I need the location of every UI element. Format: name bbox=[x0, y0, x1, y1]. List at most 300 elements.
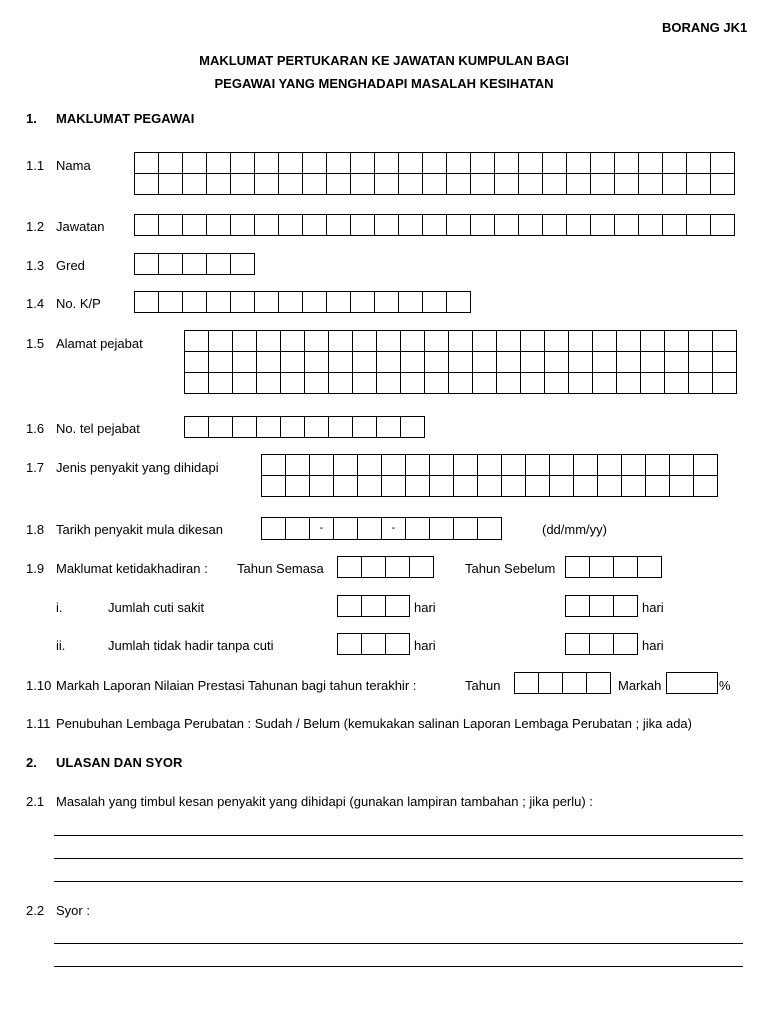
input-cell[interactable] bbox=[255, 215, 279, 236]
input-cell[interactable] bbox=[598, 455, 622, 476]
input-cell[interactable] bbox=[423, 153, 447, 174]
input-cell[interactable] bbox=[447, 292, 471, 313]
input-cell[interactable] bbox=[386, 596, 410, 617]
input-cell[interactable] bbox=[327, 292, 351, 313]
input-cell[interactable] bbox=[327, 174, 351, 195]
input-cell[interactable] bbox=[303, 215, 327, 236]
input-cell[interactable] bbox=[663, 174, 687, 195]
input-cell[interactable] bbox=[329, 352, 353, 373]
input-cell[interactable] bbox=[207, 215, 231, 236]
input-cell[interactable] bbox=[279, 215, 303, 236]
input-cell[interactable] bbox=[279, 292, 303, 313]
input-cell[interactable] bbox=[375, 174, 399, 195]
input-cell[interactable] bbox=[401, 331, 425, 352]
alamat-grid[interactable] bbox=[184, 330, 737, 394]
input-cell[interactable] bbox=[593, 331, 617, 352]
input-cell[interactable] bbox=[386, 634, 410, 655]
input-cell[interactable] bbox=[159, 174, 183, 195]
input-cell[interactable] bbox=[622, 476, 646, 497]
input-cell[interactable] bbox=[639, 174, 663, 195]
input-cell[interactable] bbox=[329, 331, 353, 352]
input-cell[interactable] bbox=[590, 634, 614, 655]
input-cell[interactable] bbox=[375, 215, 399, 236]
input-cell[interactable] bbox=[593, 373, 617, 394]
input-cell[interactable] bbox=[521, 352, 545, 373]
input-cell[interactable] bbox=[327, 153, 351, 174]
date-grid[interactable] bbox=[261, 517, 502, 540]
field-1-11-label: Penubuhan Lembaga Perubatan : Sudah / Belum (kemukakan salinan Laporan Lembaga Perubatan ; jika ada) bbox=[56, 716, 692, 731]
appraisal-score-box[interactable] bbox=[666, 672, 718, 694]
input-cell[interactable] bbox=[338, 557, 362, 578]
input-cell[interactable] bbox=[262, 455, 286, 476]
input-cell[interactable] bbox=[375, 292, 399, 313]
sick-leave-current-grid[interactable] bbox=[337, 595, 410, 617]
input-cell[interactable] bbox=[550, 455, 574, 476]
input-cell[interactable] bbox=[449, 373, 473, 394]
answer-line[interactable] bbox=[54, 858, 743, 859]
previous-year-label: Tahun Sebelum bbox=[465, 561, 556, 576]
input-cell[interactable] bbox=[410, 557, 434, 578]
input-cell[interactable] bbox=[231, 292, 255, 313]
input-cell[interactable] bbox=[362, 634, 386, 655]
input-cell[interactable] bbox=[185, 352, 209, 373]
input-cell[interactable] bbox=[310, 476, 334, 497]
input-cell[interactable] bbox=[567, 153, 591, 174]
input-cell[interactable] bbox=[233, 417, 257, 438]
field-1-9-label: Maklumat ketidakhadiran : bbox=[56, 561, 208, 576]
input-cell[interactable] bbox=[641, 331, 665, 352]
input-cell[interactable] bbox=[521, 373, 545, 394]
input-cell[interactable] bbox=[574, 476, 598, 497]
input-cell[interactable] bbox=[591, 153, 615, 174]
input-cell[interactable] bbox=[286, 476, 310, 497]
input-cell[interactable] bbox=[638, 557, 662, 578]
input-cell[interactable] bbox=[447, 215, 471, 236]
input-cell[interactable] bbox=[425, 331, 449, 352]
input-cell[interactable] bbox=[447, 153, 471, 174]
input-cell[interactable] bbox=[711, 215, 735, 236]
input-cell[interactable] bbox=[425, 373, 449, 394]
penyakit-grid[interactable] bbox=[261, 454, 718, 497]
input-cell[interactable] bbox=[209, 417, 233, 438]
field-1-2-number: 1.2 bbox=[26, 219, 45, 234]
input-cell[interactable] bbox=[406, 476, 430, 497]
input-cell[interactable] bbox=[353, 373, 377, 394]
input-cell[interactable] bbox=[159, 254, 183, 275]
input-cell[interactable] bbox=[497, 352, 521, 373]
input-cell[interactable] bbox=[519, 215, 543, 236]
percent-sign: % bbox=[719, 678, 731, 693]
input-cell[interactable] bbox=[454, 455, 478, 476]
input-cell[interactable] bbox=[281, 331, 305, 352]
unit-hari: hari bbox=[414, 638, 436, 653]
sick-leave-previous-grid[interactable] bbox=[565, 595, 638, 617]
input-cell[interactable] bbox=[353, 352, 377, 373]
input-cell[interactable] bbox=[590, 557, 614, 578]
input-cell[interactable] bbox=[566, 557, 590, 578]
input-cell[interactable] bbox=[713, 373, 737, 394]
input-cell[interactable] bbox=[425, 352, 449, 373]
input-cell[interactable] bbox=[377, 352, 401, 373]
field-1-5-number: 1.5 bbox=[26, 336, 45, 351]
input-cell[interactable] bbox=[598, 476, 622, 497]
input-cell[interactable] bbox=[231, 215, 255, 236]
field-1-8-label: Tarikh penyakit mula dikesan bbox=[56, 522, 223, 537]
input-cell[interactable] bbox=[639, 215, 663, 236]
date-separator-2: - bbox=[382, 518, 406, 540]
section-2-heading: ULASAN DAN SYOR bbox=[56, 755, 183, 770]
input-cell[interactable] bbox=[159, 292, 183, 313]
input-cell[interactable] bbox=[279, 174, 303, 195]
input-cell[interactable] bbox=[183, 174, 207, 195]
input-cell[interactable] bbox=[473, 373, 497, 394]
input-cell[interactable] bbox=[351, 153, 375, 174]
input-cell[interactable] bbox=[231, 153, 255, 174]
input-cell[interactable] bbox=[386, 557, 410, 578]
input-cell[interactable] bbox=[574, 455, 598, 476]
input-cell[interactable] bbox=[615, 153, 639, 174]
input-cell[interactable] bbox=[382, 455, 406, 476]
input-cell[interactable] bbox=[231, 254, 255, 275]
input-cell[interactable] bbox=[262, 476, 286, 497]
section-1-heading: MAKLUMAT PEGAWAI bbox=[56, 111, 195, 126]
input-cell[interactable] bbox=[423, 174, 447, 195]
input-cell[interactable] bbox=[569, 373, 593, 394]
input-cell[interactable] bbox=[447, 174, 471, 195]
input-cell[interactable] bbox=[362, 596, 386, 617]
field-1-1-number: 1.1 bbox=[26, 158, 45, 173]
input-cell[interactable] bbox=[183, 254, 207, 275]
input-cell[interactable] bbox=[305, 331, 329, 352]
previous-year-grid[interactable] bbox=[565, 556, 662, 578]
input-cell[interactable] bbox=[351, 174, 375, 195]
input-cell[interactable] bbox=[566, 634, 590, 655]
field-1-7-label: Jenis penyakit yang dihidapi bbox=[56, 460, 219, 475]
answer-line[interactable] bbox=[54, 943, 743, 944]
input-cell[interactable] bbox=[423, 292, 447, 313]
field-1-10-number: 1.10 bbox=[26, 678, 52, 693]
input-cell[interactable] bbox=[614, 557, 638, 578]
field-1-10-label: Markah Laporan Nilaian Prestasi Tahunan bagi tahun terakhir : bbox=[56, 678, 417, 693]
field-1-3-number: 1.3 bbox=[26, 258, 45, 273]
input-cell[interactable] bbox=[362, 557, 386, 578]
input-cell[interactable] bbox=[713, 331, 737, 352]
input-cell[interactable] bbox=[591, 215, 615, 236]
input-cell[interactable] bbox=[711, 153, 735, 174]
input-cell[interactable] bbox=[207, 292, 231, 313]
input-cell[interactable] bbox=[305, 417, 329, 438]
input-cell[interactable] bbox=[663, 215, 687, 236]
input-cell[interactable] bbox=[406, 455, 430, 476]
field-1-4-number: 1.4 bbox=[26, 296, 45, 311]
field-1-6-label: No. tel pejabat bbox=[56, 421, 140, 436]
input-cell[interactable] bbox=[622, 455, 646, 476]
field-1-2-label: Jawatan bbox=[56, 219, 105, 234]
input-cell[interactable] bbox=[665, 331, 689, 352]
input-cell[interactable] bbox=[375, 153, 399, 174]
input-cell[interactable] bbox=[281, 352, 305, 373]
input-cell[interactable] bbox=[257, 417, 281, 438]
tel-grid[interactable] bbox=[184, 416, 425, 438]
input-cell[interactable] bbox=[545, 331, 569, 352]
input-cell[interactable] bbox=[135, 174, 159, 195]
input-cell[interactable] bbox=[399, 153, 423, 174]
input-cell[interactable] bbox=[615, 174, 639, 195]
input-cell[interactable] bbox=[279, 153, 303, 174]
field-1-9-number: 1.9 bbox=[26, 561, 45, 576]
input-cell[interactable] bbox=[566, 596, 590, 617]
field-1-7-number: 1.7 bbox=[26, 460, 45, 475]
input-cell[interactable] bbox=[641, 352, 665, 373]
input-cell[interactable] bbox=[257, 373, 281, 394]
input-cell[interactable] bbox=[694, 455, 718, 476]
field-1-5-label: Alamat pejabat bbox=[56, 336, 143, 351]
title-line-1: MAKLUMAT PERTUKARAN KE JAWATAN KUMPULAN BAGI bbox=[199, 53, 569, 68]
field-1-3-label: Gred bbox=[56, 258, 85, 273]
input-cell[interactable] bbox=[207, 153, 231, 174]
absent-current-grid[interactable] bbox=[337, 633, 410, 655]
input-cell[interactable] bbox=[338, 634, 362, 655]
input-cell[interactable] bbox=[545, 352, 569, 373]
unit-hari: hari bbox=[414, 600, 436, 615]
input-cell[interactable] bbox=[646, 476, 670, 497]
input-cell[interactable] bbox=[495, 174, 519, 195]
input-cell[interactable] bbox=[135, 292, 159, 313]
field-1-11-number: 1.11 bbox=[26, 716, 51, 731]
kp-grid[interactable] bbox=[134, 291, 471, 313]
input-cell[interactable] bbox=[641, 373, 665, 394]
input-cell[interactable] bbox=[305, 352, 329, 373]
input-cell[interactable] bbox=[286, 455, 310, 476]
input-cell[interactable] bbox=[563, 673, 587, 694]
input-cell[interactable] bbox=[159, 215, 183, 236]
title-line-2: PEGAWAI YANG MENGHADAPI MASALAH KESIHATAN bbox=[214, 76, 554, 91]
jawatan-grid[interactable] bbox=[134, 214, 735, 236]
absent-previous-grid[interactable] bbox=[565, 633, 638, 655]
input-cell[interactable] bbox=[591, 174, 615, 195]
input-cell[interactable] bbox=[519, 153, 543, 174]
input-cell[interactable] bbox=[281, 373, 305, 394]
input-cell[interactable] bbox=[303, 174, 327, 195]
input-cell[interactable] bbox=[473, 331, 497, 352]
field-1-8-number: 1.8 bbox=[26, 522, 45, 537]
current-year-label: Tahun Semasa bbox=[237, 561, 324, 576]
input-cell[interactable] bbox=[471, 174, 495, 195]
appraisal-year-grid[interactable] bbox=[514, 672, 611, 694]
input-cell[interactable] bbox=[303, 292, 327, 313]
input-cell[interactable] bbox=[663, 153, 687, 174]
input-cell[interactable] bbox=[687, 174, 711, 195]
field-2-1-label: Masalah yang timbul kesan penyakit yang dihidapi (gunakan lampiran tambahan ; jika perlu) : bbox=[56, 794, 593, 809]
input-cell[interactable] bbox=[713, 352, 737, 373]
input-cell[interactable] bbox=[327, 215, 351, 236]
input-cell[interactable] bbox=[255, 153, 279, 174]
input-cell[interactable] bbox=[338, 596, 362, 617]
input-cell[interactable] bbox=[233, 331, 257, 352]
input-cell[interactable] bbox=[526, 455, 550, 476]
input-cell[interactable] bbox=[185, 373, 209, 394]
input-cell[interactable] bbox=[183, 292, 207, 313]
input-cell[interactable] bbox=[665, 352, 689, 373]
absence-item-1-number: i. bbox=[56, 600, 63, 615]
sick-leave-label: Jumlah cuti sakit bbox=[108, 600, 205, 615]
field-1-4-label: No. K/P bbox=[56, 296, 101, 311]
input-cell[interactable] bbox=[587, 673, 611, 694]
input-cell[interactable] bbox=[689, 373, 713, 394]
input-cell[interactable] bbox=[430, 476, 454, 497]
input-cell[interactable] bbox=[399, 292, 423, 313]
input-cell[interactable] bbox=[257, 352, 281, 373]
input-cell[interactable] bbox=[255, 292, 279, 313]
input-cell[interactable] bbox=[207, 174, 231, 195]
input-cell[interactable] bbox=[615, 215, 639, 236]
unit-hari: hari bbox=[642, 600, 664, 615]
input-cell[interactable] bbox=[478, 476, 502, 497]
input-cell[interactable] bbox=[614, 634, 638, 655]
input-cell[interactable] bbox=[377, 417, 401, 438]
answer-line[interactable] bbox=[54, 881, 743, 882]
input-cell[interactable] bbox=[670, 476, 694, 497]
input-cell[interactable] bbox=[209, 331, 233, 352]
input-cell[interactable] bbox=[159, 153, 183, 174]
input-cell[interactable] bbox=[257, 331, 281, 352]
nama-grid[interactable] bbox=[134, 152, 735, 195]
input-cell[interactable] bbox=[550, 476, 574, 497]
input-cell[interactable] bbox=[399, 174, 423, 195]
input-cell[interactable] bbox=[401, 352, 425, 373]
input-cell[interactable] bbox=[687, 215, 711, 236]
input-cell[interactable] bbox=[689, 331, 713, 352]
input-cell[interactable] bbox=[183, 215, 207, 236]
input-cell[interactable] bbox=[639, 153, 663, 174]
input-cell[interactable] bbox=[281, 417, 305, 438]
input-cell[interactable] bbox=[567, 215, 591, 236]
input-cell[interactable] bbox=[526, 476, 550, 497]
input-cell[interactable] bbox=[694, 476, 718, 497]
input-cell[interactable] bbox=[502, 476, 526, 497]
input-cell[interactable] bbox=[185, 417, 209, 438]
current-year-grid[interactable] bbox=[337, 556, 434, 578]
section-1-number: 1. bbox=[26, 111, 37, 126]
input-cell[interactable] bbox=[334, 455, 358, 476]
input-cell[interactable] bbox=[231, 174, 255, 195]
input-cell[interactable] bbox=[539, 673, 563, 694]
input-cell[interactable] bbox=[351, 292, 375, 313]
unit-hari: hari bbox=[642, 638, 664, 653]
input-cell[interactable] bbox=[135, 254, 159, 275]
input-cell[interactable] bbox=[329, 417, 353, 438]
input-cell[interactable] bbox=[209, 352, 233, 373]
input-cell[interactable] bbox=[519, 174, 543, 195]
input-cell[interactable] bbox=[617, 352, 641, 373]
input-cell[interactable] bbox=[687, 153, 711, 174]
input-cell[interactable] bbox=[255, 174, 279, 195]
input-cell[interactable] bbox=[377, 331, 401, 352]
input-cell[interactable] bbox=[521, 331, 545, 352]
input-cell[interactable] bbox=[545, 373, 569, 394]
input-cell[interactable] bbox=[351, 215, 375, 236]
input-cell[interactable] bbox=[543, 215, 567, 236]
input-cell[interactable] bbox=[569, 352, 593, 373]
input-cell[interactable] bbox=[233, 352, 257, 373]
date-separator-1: - bbox=[310, 518, 334, 540]
input-cell[interactable] bbox=[617, 373, 641, 394]
input-cell[interactable] bbox=[590, 596, 614, 617]
input-cell[interactable] bbox=[334, 476, 358, 497]
input-cell[interactable] bbox=[478, 455, 502, 476]
input-cell[interactable] bbox=[471, 153, 495, 174]
input-cell[interactable] bbox=[303, 153, 327, 174]
input-cell[interactable] bbox=[711, 174, 735, 195]
input-cell[interactable] bbox=[515, 673, 539, 694]
input-cell[interactable] bbox=[665, 373, 689, 394]
input-cell[interactable] bbox=[567, 174, 591, 195]
input-cell[interactable] bbox=[430, 455, 454, 476]
input-cell[interactable] bbox=[471, 215, 495, 236]
input-cell[interactable] bbox=[495, 153, 519, 174]
input-cell[interactable] bbox=[310, 455, 334, 476]
input-cell[interactable] bbox=[689, 352, 713, 373]
input-cell[interactable] bbox=[183, 153, 207, 174]
input-cell[interactable] bbox=[646, 455, 670, 476]
input-cell[interactable] bbox=[497, 373, 521, 394]
input-cell[interactable] bbox=[135, 153, 159, 174]
input-cell[interactable] bbox=[473, 352, 497, 373]
answer-line[interactable] bbox=[54, 966, 743, 967]
input-cell[interactable] bbox=[449, 352, 473, 373]
input-cell[interactable] bbox=[135, 215, 159, 236]
input-cell[interactable] bbox=[617, 331, 641, 352]
absent-without-leave-label: Jumlah tidak hadir tanpa cuti bbox=[108, 638, 274, 653]
input-cell[interactable] bbox=[305, 373, 329, 394]
input-cell[interactable] bbox=[543, 153, 567, 174]
input-cell[interactable] bbox=[353, 417, 377, 438]
input-cell[interactable] bbox=[495, 215, 519, 236]
input-cell[interactable] bbox=[543, 174, 567, 195]
input-cell[interactable] bbox=[401, 417, 425, 438]
input-cell[interactable] bbox=[449, 331, 473, 352]
absence-item-2-number: ii. bbox=[56, 638, 66, 653]
answer-line[interactable] bbox=[54, 835, 743, 836]
input-cell[interactable] bbox=[353, 331, 377, 352]
input-cell[interactable] bbox=[399, 215, 423, 236]
input-cell[interactable] bbox=[329, 373, 353, 394]
input-cell[interactable] bbox=[502, 455, 526, 476]
field-1-6-number: 1.6 bbox=[26, 421, 45, 436]
input-cell[interactable] bbox=[593, 352, 617, 373]
input-cell[interactable] bbox=[209, 373, 233, 394]
input-cell[interactable] bbox=[454, 476, 478, 497]
input-cell[interactable] bbox=[207, 254, 231, 275]
input-cell[interactable] bbox=[670, 455, 694, 476]
input-cell[interactable] bbox=[497, 331, 521, 352]
appraisal-year-label: Tahun bbox=[465, 678, 501, 693]
input-cell[interactable] bbox=[358, 476, 382, 497]
input-cell[interactable] bbox=[377, 373, 401, 394]
input-cell[interactable] bbox=[614, 596, 638, 617]
input-cell[interactable] bbox=[401, 373, 425, 394]
input-cell[interactable] bbox=[358, 455, 382, 476]
gred-grid[interactable] bbox=[134, 253, 255, 275]
input-cell[interactable] bbox=[382, 476, 406, 497]
field-2-2-label: Syor : bbox=[56, 903, 90, 918]
form-code: BORANG JK1 bbox=[662, 20, 748, 35]
input-cell[interactable] bbox=[423, 215, 447, 236]
field-1-1-label: Nama bbox=[56, 158, 91, 173]
input-cell[interactable] bbox=[185, 331, 209, 352]
input-cell[interactable] bbox=[233, 373, 257, 394]
input-cell[interactable] bbox=[569, 331, 593, 352]
